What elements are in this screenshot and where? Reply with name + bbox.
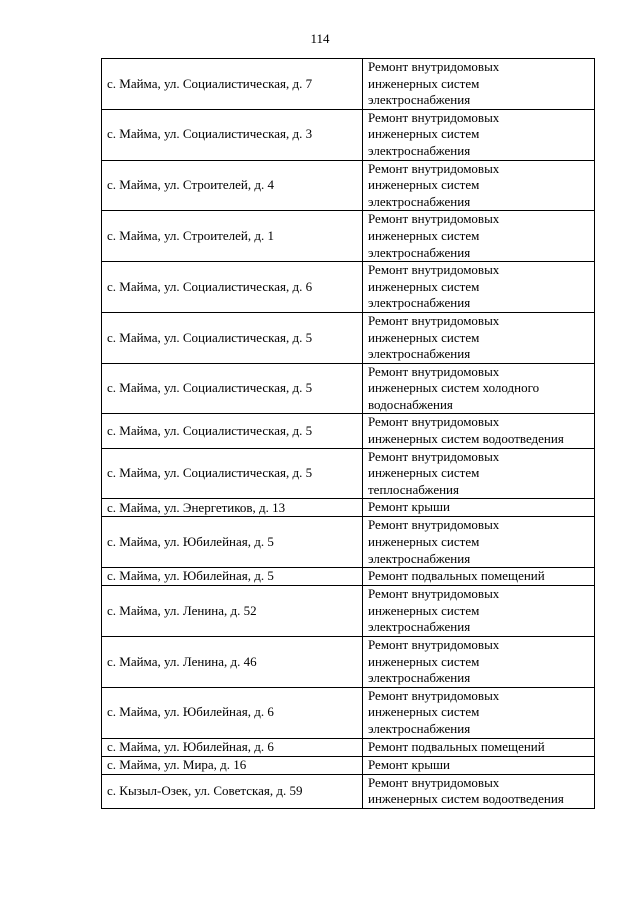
address-cell: с. Кызыл-Озек, ул. Советская, д. 59 — [102, 774, 363, 808]
work-type-line: Ремонт подвальных помещений — [368, 568, 545, 584]
work-type-line: Ремонт крыши — [368, 499, 450, 515]
table-row — [102, 262, 595, 313]
work-type-line: Ремонт внутридомовых — [368, 363, 500, 379]
work-type-line: инженерных систем — [368, 75, 480, 91]
address-cell: с. Майма, ул. Мира, д. 16 — [102, 756, 363, 774]
work-type-line: Ремонт внутридомовых — [368, 312, 500, 328]
address-cell: с. Майма, ул. Социалистическая, д. 5 — [102, 363, 363, 414]
table-row — [102, 756, 595, 774]
work-type-line: инженерных систем холодного — [368, 380, 540, 396]
work-type-cell — [363, 312, 595, 363]
address-cell: с. Майма, ул. Социалистическая, д. 5 — [102, 448, 363, 499]
works-table — [101, 58, 595, 809]
works-table-body — [102, 59, 595, 809]
work-type-line: инженерных систем — [368, 653, 480, 669]
work-type-line: инженерных систем — [368, 329, 480, 345]
work-type-line: Ремонт внутридомовых — [368, 586, 500, 602]
work-type-cell — [363, 109, 595, 160]
work-type-line: Ремонт внутридомовых — [368, 687, 500, 703]
work-type-line: электроснабжения — [368, 720, 471, 736]
address-cell: с. Майма, ул. Юбилейная, д. 5 — [102, 568, 363, 586]
table-row — [102, 211, 595, 262]
work-type-cell — [363, 499, 595, 517]
work-type-line: Ремонт внутридомовых — [368, 262, 500, 278]
address-cell: с. Майма, ул. Социалистическая, д. 5 — [102, 312, 363, 363]
work-type-line: Ремонт внутридомовых — [368, 211, 500, 227]
table-row — [102, 738, 595, 756]
work-type-cell — [363, 517, 595, 568]
work-type-line: Ремонт внутридомовых — [368, 774, 500, 790]
work-type-line: инженерных систем водоотведения — [368, 431, 564, 447]
work-type-cell — [363, 637, 595, 688]
work-type-line: инженерных систем — [368, 126, 480, 142]
work-type-cell — [363, 160, 595, 211]
work-type-line: Ремонт внутридомовых — [368, 517, 500, 533]
work-type-line: инженерных систем — [368, 177, 480, 193]
work-type-line: теплоснабжения — [368, 481, 459, 497]
table-row — [102, 774, 595, 808]
address-cell: с. Майма, ул. Ленина, д. 52 — [102, 586, 363, 637]
work-type-cell — [363, 756, 595, 774]
table-row — [102, 637, 595, 688]
work-type-line: Ремонт крыши — [368, 756, 450, 772]
address-cell: с. Майма, ул. Юбилейная, д. 5 — [102, 517, 363, 568]
work-type-line: электроснабжения — [368, 244, 471, 260]
work-type-line: инженерных систем — [368, 602, 480, 618]
address-cell: с. Майма, ул. Юбилейная, д. 6 — [102, 687, 363, 738]
table-row — [102, 499, 595, 517]
work-type-line: электроснабжения — [368, 619, 471, 635]
table-row — [102, 448, 595, 499]
work-type-cell — [363, 211, 595, 262]
work-type-line: Ремонт подвальных помещений — [368, 738, 545, 754]
table-row — [102, 160, 595, 211]
table-row — [102, 568, 595, 586]
work-type-line: Ремонт внутридомовых — [368, 59, 500, 74]
work-type-line: электроснабжения — [368, 295, 471, 311]
work-type-line: инженерных систем водоотведения — [368, 791, 564, 807]
work-type-cell — [363, 363, 595, 414]
work-type-line: инженерных систем — [368, 278, 480, 294]
work-type-line: водоснабжения — [368, 396, 453, 412]
work-type-line: Ремонт внутридомовых — [368, 448, 500, 464]
work-type-line: электроснабжения — [368, 670, 471, 686]
work-type-line: Ремонт внутридомовых — [368, 109, 500, 125]
address-cell: с. Майма, ул. Социалистическая, д. 3 — [102, 109, 363, 160]
table-row — [102, 414, 595, 448]
address-cell: с. Майма, ул. Энергетиков, д. 13 — [102, 499, 363, 517]
table-row — [102, 363, 595, 414]
address-cell: с. Майма, ул. Социалистическая, д. 6 — [102, 262, 363, 313]
work-type-cell — [363, 414, 595, 448]
work-type-line: электроснабжения — [368, 550, 471, 566]
address-cell: с. Майма, ул. Социалистическая, д. 7 — [102, 59, 363, 110]
table-row — [102, 517, 595, 568]
work-type-line: электроснабжения — [368, 346, 471, 362]
work-type-cell — [363, 59, 595, 110]
address-cell: с. Майма, ул. Социалистическая, д. 5 — [102, 414, 363, 448]
work-type-line: Ремонт внутридомовых — [368, 160, 500, 176]
work-type-cell — [363, 448, 595, 499]
work-type-cell — [363, 262, 595, 313]
work-type-line: электроснабжения — [368, 193, 471, 209]
work-type-line: Ремонт внутридомовых — [368, 414, 500, 430]
page-number: 114 — [310, 31, 330, 46]
work-type-cell — [363, 568, 595, 586]
work-type-line: Ремонт внутридомовых — [368, 637, 500, 652]
work-type-line: инженерных систем — [368, 465, 480, 481]
table-row — [102, 109, 595, 160]
address-cell: с. Майма, ул. Ленина, д. 46 — [102, 637, 363, 688]
work-type-cell — [363, 738, 595, 756]
address-cell: с. Майма, ул. Строителей, д. 1 — [102, 211, 363, 262]
table-row — [102, 59, 595, 110]
table-row — [102, 687, 595, 738]
work-type-cell — [363, 774, 595, 808]
work-type-line: инженерных систем — [368, 534, 480, 550]
work-type-line: инженерных систем — [368, 704, 480, 720]
table-row — [102, 312, 595, 363]
address-cell: с. Майма, ул. Юбилейная, д. 6 — [102, 738, 363, 756]
work-type-cell — [363, 586, 595, 637]
work-type-line: электроснабжения — [368, 142, 471, 158]
address-cell: с. Майма, ул. Строителей, д. 4 — [102, 160, 363, 211]
work-type-line: электроснабжения — [368, 92, 471, 108]
table-row — [102, 586, 595, 637]
work-type-line: инженерных систем — [368, 227, 480, 243]
work-type-cell — [363, 687, 595, 738]
